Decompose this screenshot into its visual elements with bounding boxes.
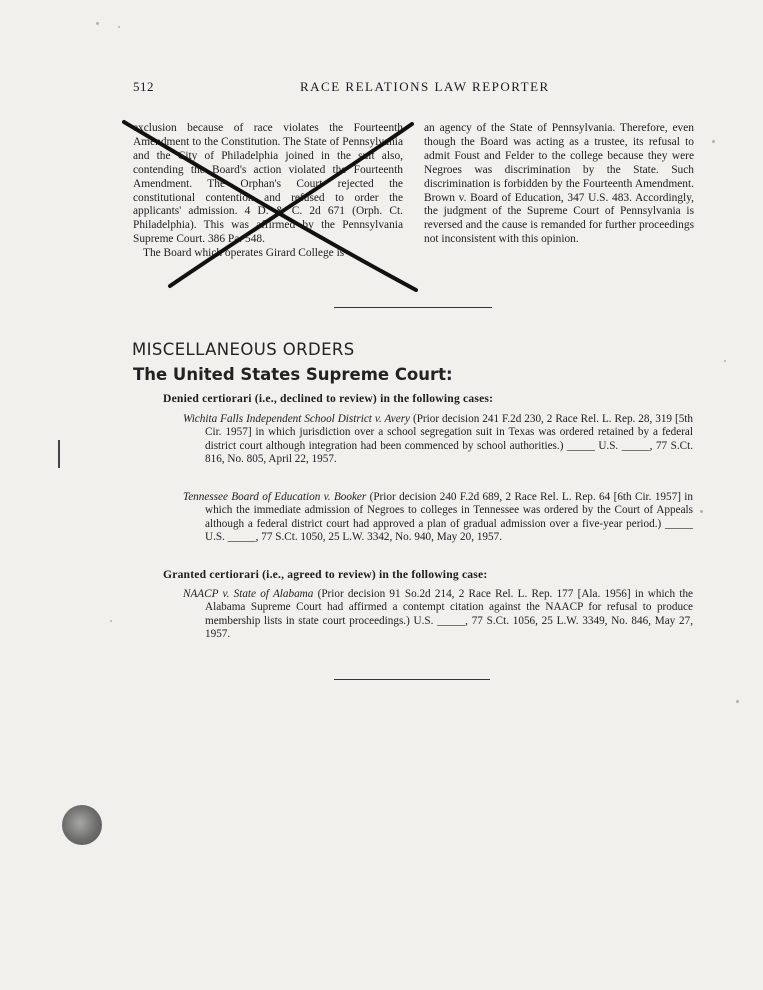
case-text: (Prior decision 241 F.2d 230, 2 Race Rel. L. Rep. 28, 319 [5th Cir. 1957] in which jurisdiction over a school segregation suit in Texas was ordered retained by a federal district court although integration had been commenced by school authorities.) _____ U.S. _____, 77 S.Ct. 816, No. 805, April 22, 1957. [205,413,693,465]
binder-hole [62,805,102,845]
opinion-paragraph: exclusion because of race violates the Fourteenth Amendment to the Constitution. The State of Pennsylvania and the City of Philadelphia joined in the suit also, contending the Board's action violated the Fourteenth Amendment. The Orphan's Court rejected the constitutional contention and refused to order the applicants' admission. 4 D. & C. 2d 671 (Orph. Ct. Philadelphia). This was affirmed by the Pennsylvania Supreme Court. 386 Pa. 548. [133,122,403,246]
case-name: NAACP v. State of Alabama [183,588,314,600]
case-entry [183,588,693,641]
section-title: MISCELLANEOUS ORDERS [132,340,355,359]
court-title: The United States Supreme Court: [133,365,453,384]
case-entry [183,413,693,466]
page-number: 512 [133,79,154,94]
running-head: RACE RELATIONS LAW REPORTER [300,79,550,94]
scan-speck [96,22,99,25]
scan-speck [736,700,739,703]
section-divider [334,307,492,308]
granted-heading: Granted certiorari (i.e., agreed to review) in the following case: [163,568,488,581]
closing-divider [334,679,490,680]
scan-speck [110,620,112,622]
scan-speck [118,26,120,28]
opinion-right-column [424,122,694,247]
scan-speck [724,360,726,362]
denied-heading: Denied certiorari (i.e., declined to review) in the following cases: [163,392,494,405]
opinion-paragraph: an agency of the State of Pennsylvania. Therefore, even though the Board was acting as a trustee, its refusal to admit Foust and Felder to the college because they were Negroes was discrimination by the State. Such discrimination is forbidden by the Fourteenth Amendment. Brown v. Board of Education, 347 U.S. 483. Accordingly, the judgment of the Supreme Court of Pennsylvania is reversed and the cause is remanded for further proceedings not inconsistent with this opinion. [424,122,694,246]
scan-speck [700,510,703,513]
case-text: (Prior decision 240 F.2d 689, 2 Race Rel. L. Rep. 64 [6th Cir. 1957] in which the immediate admission of Negroes to colleges in Tennessee was ordered by the Court of Appeals although a federal district court had approved a plan of gradual admission over a five-year period.) _____ U.S. _____, 77 S.Ct. 1050, 25 L.W. 3342, No. 940, May 20, 1957. [205,491,693,543]
case-text: (Prior decision 91 So.2d 214, 2 Race Rel. L. Rep. 177 [Ala. 1956] in which the Alabama Supreme Court had affirmed a contempt citation against the NAACP for refusal to produce membership lists in state court proceedings.) U.S. _____, 77 S.Ct. 1056, 25 L.W. 3349, No. 846, May 27, 1957. [205,588,694,640]
case-name: Tennessee Board of Education v. Booker [183,491,367,503]
case-entry [183,491,693,544]
margin-mark [58,440,60,468]
scan-speck [712,140,715,143]
case-name: Wichita Falls Independent School District v. Avery [183,413,411,425]
opinion-left-column [133,122,403,261]
opinion-paragraph: The Board which operates Girard College is [143,247,345,260]
